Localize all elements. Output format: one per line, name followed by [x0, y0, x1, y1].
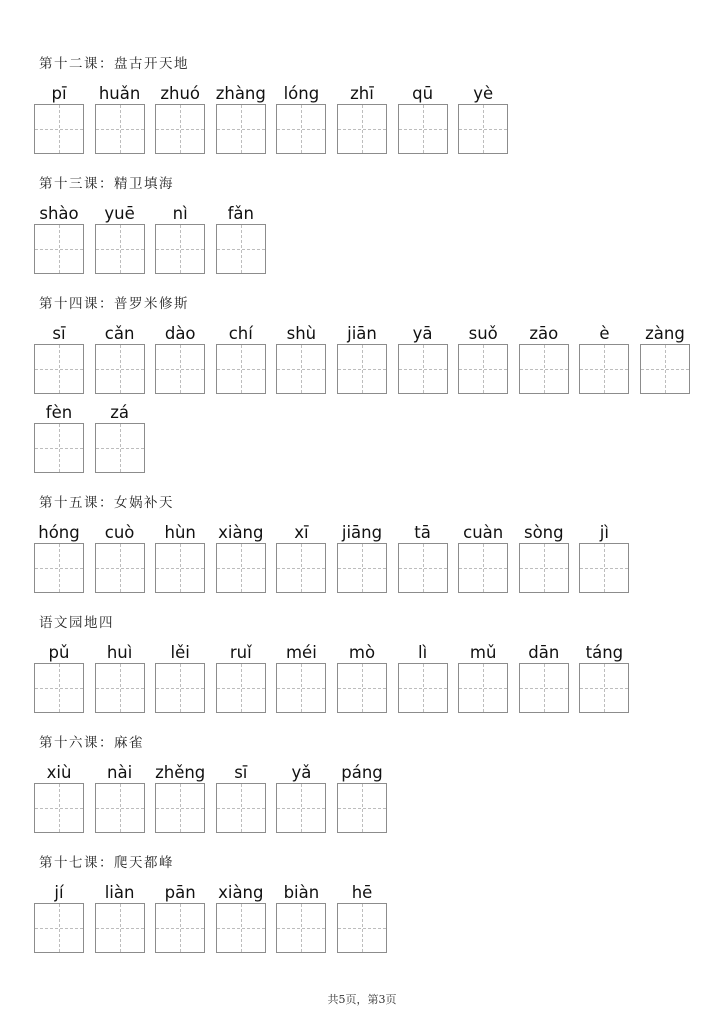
- pinyin-label: lì: [418, 643, 428, 662]
- pinyin-label: nài: [107, 763, 133, 782]
- pinyin-label: è: [599, 324, 610, 343]
- writing-box[interactable]: [337, 104, 387, 154]
- guide-line-vertical: [180, 345, 181, 393]
- pinyin-label: sī: [52, 324, 66, 343]
- writing-box[interactable]: [276, 344, 326, 394]
- writing-box[interactable]: [398, 104, 448, 154]
- pinyin-label: dān: [528, 643, 560, 662]
- writing-box[interactable]: [34, 543, 84, 593]
- pinyin-label: sòng: [523, 523, 564, 542]
- lesson-title: 语文园地四: [39, 615, 114, 631]
- guide-line-vertical: [423, 544, 424, 592]
- writing-box[interactable]: [95, 104, 145, 154]
- guide-line-vertical: [241, 904, 242, 952]
- guide-line-vertical: [423, 345, 424, 393]
- writing-box[interactable]: [458, 104, 508, 154]
- guide-line-vertical: [180, 105, 181, 153]
- pinyin-label: zāo: [529, 324, 559, 343]
- writing-box[interactable]: [155, 663, 205, 713]
- guide-line-vertical: [483, 664, 484, 712]
- writing-box[interactable]: [519, 543, 569, 593]
- writing-box[interactable]: [579, 543, 629, 593]
- guide-line-vertical: [423, 664, 424, 712]
- pinyin-label: méi: [285, 643, 317, 662]
- guide-line-vertical: [120, 424, 121, 472]
- pinyin-label: yǎ: [291, 763, 312, 782]
- guide-line-vertical: [59, 664, 60, 712]
- guide-line-vertical: [301, 105, 302, 153]
- guide-line-vertical: [241, 345, 242, 393]
- writing-box[interactable]: [276, 543, 326, 593]
- pinyin-label: jì: [599, 523, 609, 542]
- writing-box[interactable]: [640, 344, 690, 394]
- pinyin-label: chí: [228, 324, 253, 343]
- pinyin-label: cuàn: [463, 523, 504, 542]
- pinyin-label: mǔ: [469, 643, 497, 662]
- pinyin-label: hóng: [38, 523, 80, 542]
- pinyin-label: xiàng: [218, 883, 264, 902]
- writing-box[interactable]: [216, 903, 266, 953]
- pinyin-label: páng: [341, 763, 383, 782]
- pinyin-label: qū: [412, 84, 434, 103]
- writing-box[interactable]: [337, 663, 387, 713]
- writing-box[interactable]: [276, 104, 326, 154]
- writing-box[interactable]: [34, 423, 84, 473]
- writing-box[interactable]: [95, 783, 145, 833]
- writing-box[interactable]: [34, 104, 84, 154]
- writing-box[interactable]: [34, 224, 84, 274]
- guide-line-vertical: [483, 105, 484, 153]
- pinyin-label: mò: [348, 643, 376, 662]
- writing-box[interactable]: [398, 344, 448, 394]
- guide-line-vertical: [120, 904, 121, 952]
- guide-line-vertical: [59, 225, 60, 273]
- pinyin-label: jiāng: [341, 523, 383, 542]
- pinyin-label: huì: [106, 643, 133, 662]
- pinyin-label: huǎn: [98, 84, 141, 103]
- lesson-title: 第十六课：麻雀: [39, 735, 144, 751]
- writing-box[interactable]: [216, 104, 266, 154]
- guide-line-vertical: [301, 345, 302, 393]
- pinyin-label: fǎn: [227, 204, 254, 223]
- pinyin-label: zhěng: [155, 763, 206, 782]
- writing-box[interactable]: [458, 543, 508, 593]
- writing-box[interactable]: [216, 543, 266, 593]
- writing-box[interactable]: [398, 663, 448, 713]
- pinyin-label: zhàng: [215, 84, 266, 103]
- pinyin-label: suǒ: [468, 324, 498, 343]
- writing-box[interactable]: [216, 663, 266, 713]
- guide-line-vertical: [180, 544, 181, 592]
- guide-line-vertical: [362, 784, 363, 832]
- guide-line-vertical: [301, 544, 302, 592]
- guide-line-vertical: [604, 664, 605, 712]
- pinyin-label: shù: [286, 324, 317, 343]
- pinyin-label: biàn: [283, 883, 320, 902]
- lesson-title: 第十五课：女娲补天: [39, 495, 174, 511]
- pinyin-label: jiān: [347, 324, 377, 343]
- pinyin-label: pān: [164, 883, 196, 902]
- pinyin-label: sī: [234, 763, 248, 782]
- writing-box[interactable]: [155, 104, 205, 154]
- pinyin-label: zhī: [350, 84, 374, 103]
- guide-line-vertical: [544, 664, 545, 712]
- writing-box[interactable]: [519, 663, 569, 713]
- pinyin-label: pǔ: [48, 643, 70, 662]
- pinyin-label: hē: [351, 883, 373, 902]
- guide-line-vertical: [120, 544, 121, 592]
- writing-box[interactable]: [34, 903, 84, 953]
- guide-line-vertical: [180, 225, 181, 273]
- guide-line-vertical: [301, 904, 302, 952]
- pinyin-label: shào: [39, 204, 79, 223]
- guide-line-vertical: [362, 904, 363, 952]
- guide-line-vertical: [483, 544, 484, 592]
- guide-line-vertical: [604, 345, 605, 393]
- pinyin-label: xī: [294, 523, 309, 542]
- pinyin-label: zàng: [645, 324, 685, 343]
- pinyin-label: liàn: [104, 883, 135, 902]
- guide-line-vertical: [241, 105, 242, 153]
- writing-box[interactable]: [155, 903, 205, 953]
- pinyin-label: xiàng: [218, 523, 264, 542]
- writing-box[interactable]: [276, 783, 326, 833]
- guide-line-vertical: [423, 105, 424, 153]
- writing-box[interactable]: [95, 903, 145, 953]
- pinyin-label: lěi: [170, 643, 190, 662]
- guide-line-vertical: [59, 105, 60, 153]
- pinyin-label: yuē: [104, 204, 135, 223]
- pinyin-label: tā: [414, 523, 431, 542]
- lesson-title: 第十三课：精卫填海: [39, 176, 174, 192]
- guide-line-vertical: [59, 904, 60, 952]
- guide-line-vertical: [362, 345, 363, 393]
- writing-box[interactable]: [337, 903, 387, 953]
- guide-line-vertical: [301, 784, 302, 832]
- pinyin-label: yè: [473, 84, 494, 103]
- guide-line-vertical: [665, 345, 666, 393]
- writing-box[interactable]: [216, 224, 266, 274]
- guide-line-vertical: [180, 784, 181, 832]
- lesson-title: 第十四课：普罗米修斯: [39, 296, 189, 312]
- writing-box[interactable]: [155, 543, 205, 593]
- writing-box[interactable]: [34, 663, 84, 713]
- writing-box[interactable]: [398, 543, 448, 593]
- writing-box[interactable]: [458, 663, 508, 713]
- writing-box[interactable]: [216, 783, 266, 833]
- pinyin-label: ruǐ: [229, 643, 252, 662]
- writing-box[interactable]: [458, 344, 508, 394]
- guide-line-vertical: [180, 904, 181, 952]
- pinyin-label: zhuó: [160, 84, 201, 103]
- writing-box[interactable]: [95, 344, 145, 394]
- page-footer: 共5页，第3页: [327, 993, 397, 1006]
- writing-box[interactable]: [155, 783, 205, 833]
- pinyin-label: nì: [172, 204, 188, 223]
- pinyin-label: pī: [51, 84, 67, 103]
- guide-line-vertical: [241, 544, 242, 592]
- pinyin-label: xiù: [46, 763, 72, 782]
- pinyin-label: lóng: [283, 84, 320, 103]
- lesson-title: 第十二课：盘古开天地: [39, 56, 189, 72]
- writing-box[interactable]: [337, 344, 387, 394]
- guide-line-vertical: [120, 225, 121, 273]
- pinyin-label: cǎn: [104, 324, 135, 343]
- guide-line-vertical: [59, 544, 60, 592]
- writing-box[interactable]: [34, 344, 84, 394]
- guide-line-vertical: [120, 105, 121, 153]
- writing-box[interactable]: [276, 903, 326, 953]
- writing-box[interactable]: [579, 344, 629, 394]
- guide-line-vertical: [59, 784, 60, 832]
- guide-line-vertical: [544, 544, 545, 592]
- guide-line-vertical: [120, 784, 121, 832]
- guide-line-vertical: [301, 664, 302, 712]
- guide-line-vertical: [241, 664, 242, 712]
- guide-line-vertical: [362, 544, 363, 592]
- guide-line-vertical: [483, 345, 484, 393]
- writing-box[interactable]: [216, 344, 266, 394]
- writing-box[interactable]: [95, 543, 145, 593]
- guide-line-vertical: [544, 345, 545, 393]
- pinyin-label: táng: [585, 643, 624, 662]
- pinyin-label: cuò: [104, 523, 135, 542]
- guide-line-vertical: [59, 424, 60, 472]
- writing-box[interactable]: [276, 663, 326, 713]
- writing-box[interactable]: [95, 663, 145, 713]
- writing-box[interactable]: [337, 543, 387, 593]
- guide-line-vertical: [241, 784, 242, 832]
- guide-line-vertical: [241, 225, 242, 273]
- writing-box[interactable]: [34, 783, 84, 833]
- lesson-title: 第十七课：爬天都峰: [39, 855, 174, 871]
- guide-line-vertical: [180, 664, 181, 712]
- pinyin-label: dào: [164, 324, 196, 343]
- pinyin-label: hùn: [164, 523, 196, 542]
- guide-line-vertical: [362, 105, 363, 153]
- guide-line-vertical: [120, 345, 121, 393]
- guide-line-vertical: [120, 664, 121, 712]
- pinyin-label: zá: [110, 403, 129, 422]
- guide-line-vertical: [362, 664, 363, 712]
- guide-line-vertical: [604, 544, 605, 592]
- writing-box[interactable]: [155, 224, 205, 274]
- writing-box[interactable]: [337, 783, 387, 833]
- pinyin-label: fèn: [45, 403, 73, 422]
- writing-box[interactable]: [95, 224, 145, 274]
- pinyin-label: jí: [54, 883, 64, 902]
- pinyin-label: yā: [412, 324, 433, 343]
- writing-box[interactable]: [155, 344, 205, 394]
- writing-box[interactable]: [519, 344, 569, 394]
- writing-box[interactable]: [95, 423, 145, 473]
- guide-line-vertical: [59, 345, 60, 393]
- writing-box[interactable]: [579, 663, 629, 713]
